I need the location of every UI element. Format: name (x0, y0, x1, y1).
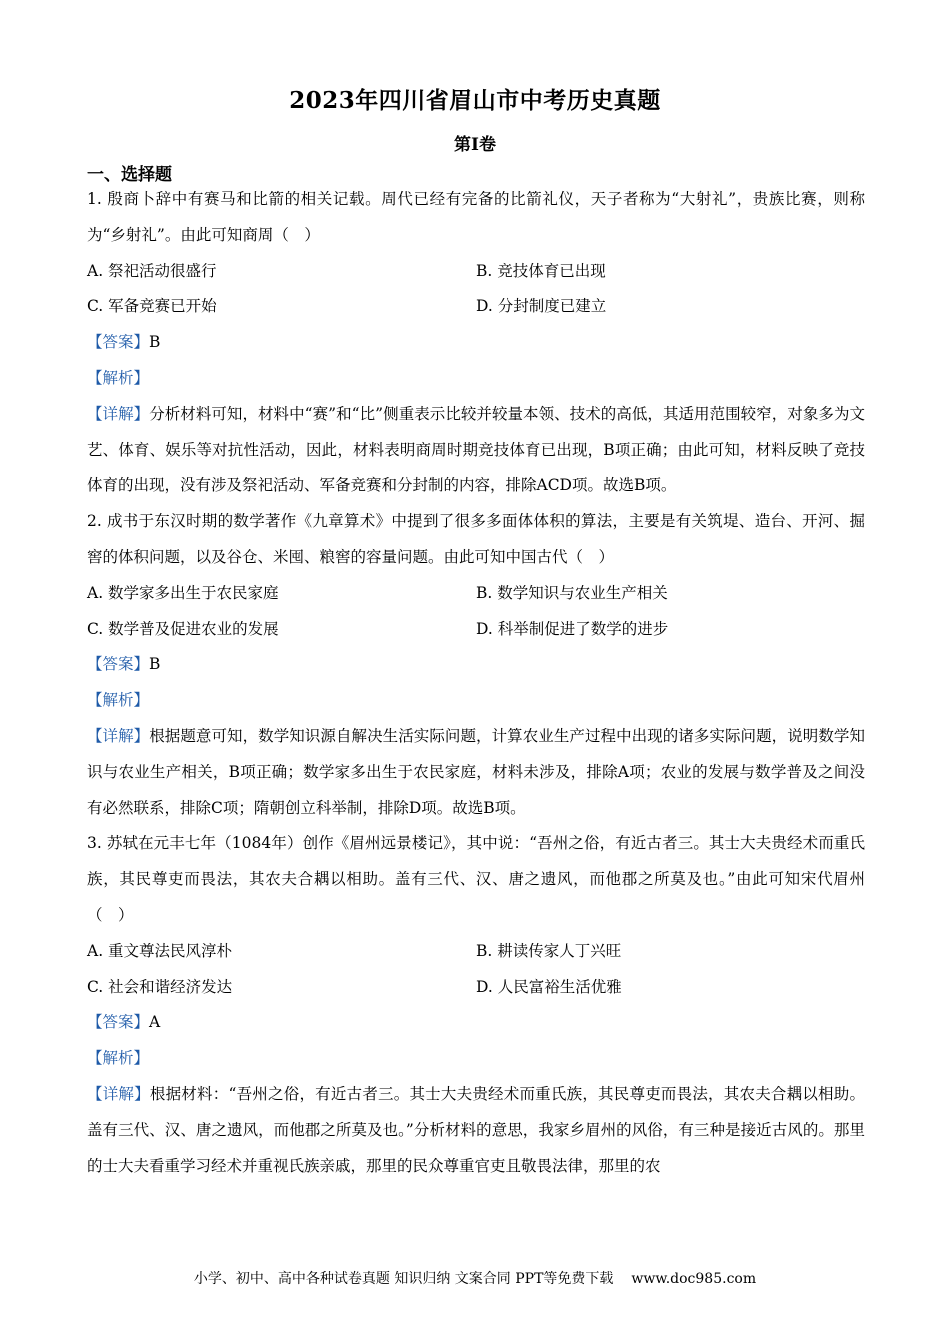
detail-tag: 【详解】 (87, 726, 150, 745)
answer-tag: 【答案】 (87, 333, 150, 352)
question-stem: 2. 成书于东汉时期的数学著作《九章算术》中提到了很多多面体体积的算法，主要是有关筑堤、造台、开河、掘窖的体积问题，以及谷仓、米囤、粮窖的容量问题。由此可知中国古代（ ） (87, 512, 865, 566)
option-b: B. 耕读传家人丁兴旺 (476, 941, 622, 960)
option-c: C. 社会和谐经济发达 (87, 977, 233, 996)
detail-tag: 【详解】 (87, 1084, 150, 1103)
section-heading: 一、选择题 (87, 165, 172, 185)
answer-value: B (149, 333, 161, 352)
option-d: D. 科举制促进了数学的进步 (476, 619, 669, 638)
analysis-line (87, 1041, 865, 1077)
detail-tag: 【详解】 (87, 404, 150, 423)
volume-label: 第I卷 (454, 135, 496, 155)
option-a: A. 祭祀活动很盛行 (87, 261, 217, 280)
option-c: C. 数学普及促进农业的发展 (87, 619, 279, 638)
page-footer (0, 1268, 950, 1288)
option-c: C. 军备竞赛已开始 (87, 297, 217, 316)
detail-text: 根据材料：“吾州之俗，有近古者三。其士大夫贵经术而重氏族，其民尊吏而畏法，其农夫合耦以相助。盖有三代、汉、唐之遗风，而他郡之所莫及也。”分析材料的意思，我家乡眉州的风俗，有三种是接近古风的。那里的士大夫看重学习经术并重视氏族亲戚，那里的民众尊重官吏且敬畏法律，那里的农 (87, 1084, 865, 1175)
option-d: D. 人民富裕生活优雅 (476, 977, 622, 996)
question-3 (87, 826, 865, 1184)
answer-line (87, 1005, 865, 1041)
answer-line (87, 647, 865, 683)
options-grid (87, 934, 865, 1006)
analysis-line (87, 683, 865, 719)
option-a: A. 数学家多出生于农民家庭 (87, 583, 279, 602)
analysis-tag: 【解析】 (87, 368, 150, 387)
analysis-tag: 【解析】 (87, 691, 150, 710)
option-b: B. 数学知识与农业生产相关 (476, 583, 668, 602)
answer-tag: 【答案】 (87, 1013, 150, 1032)
question-stem: 1. 殷商卜辞中有赛马和比箭的相关记载。周代已经有完备的比箭礼仪，天子者称为“大射礼”，贵族比赛，则称为“乡射礼”。由此可知商周（ ） (87, 190, 865, 244)
detail-text: 分析材料可知，材料中“赛”和“比”侧重表示比较并较量本领、技术的高低，其适用范围较窄，对象多为文艺、体育、娱乐等对抗性活动，因此，材料表明商周时期竞技体育已出现，B项正确；由此可知，材料反映了竞技体育的出现，没有涉及祭祀活动、军备竞赛和分封制的内容，排除ACD项。故选B项。 (87, 404, 865, 495)
question-2 (87, 504, 865, 826)
options-grid (87, 254, 865, 326)
detail-text: 根据题意可知，数学知识源自解决生活实际问题，计算农业生产过程中出现的诸多实际问题，说明数学知识与农业生产相关，B项正确；数学家多出生于农民家庭，材料未涉及，排除A项；农业的发展与数学普及之间没有必然联系，排除C项；隋朝创立科举制，排除D项。故选B项。 (87, 726, 865, 817)
answer-value: A (149, 1013, 161, 1032)
question-stem: 3. 苏轼在元丰七年（1084年）创作《眉州远景楼记》，其中说：“吾州之俗，有近古者三。其士大夫贵经术而重氏族，其民尊吏而畏法，其农夫合耦以相助。盖有三代、汉、唐之遗风，而他郡之所莫及也。”由此可知宋代眉州（ ） (87, 834, 865, 924)
option-a: A. 重文尊法民风淳朴 (87, 941, 233, 960)
option-b: B. 竞技体育已出现 (476, 261, 606, 280)
answer-line (87, 325, 865, 361)
detail-paragraph (87, 1077, 865, 1184)
detail-paragraph (87, 397, 865, 504)
options-grid (87, 576, 865, 648)
analysis-line (87, 361, 865, 397)
answer-value: B (149, 655, 161, 674)
option-d: D. 分封制度已建立 (476, 297, 607, 316)
document-title: 2023年四川省眉山市中考历史真题 (289, 87, 661, 114)
footer-url[interactable]: www.doc985.com (631, 1271, 757, 1287)
detail-paragraph (87, 719, 865, 826)
questions-content (87, 182, 865, 1184)
footer-text: 小学、初中、高中各种试卷真题 知识归纳 文案合同 PPT等免费下载 (193, 1271, 614, 1287)
analysis-tag: 【解析】 (87, 1049, 150, 1068)
answer-tag: 【答案】 (87, 655, 150, 674)
question-1 (87, 182, 865, 504)
